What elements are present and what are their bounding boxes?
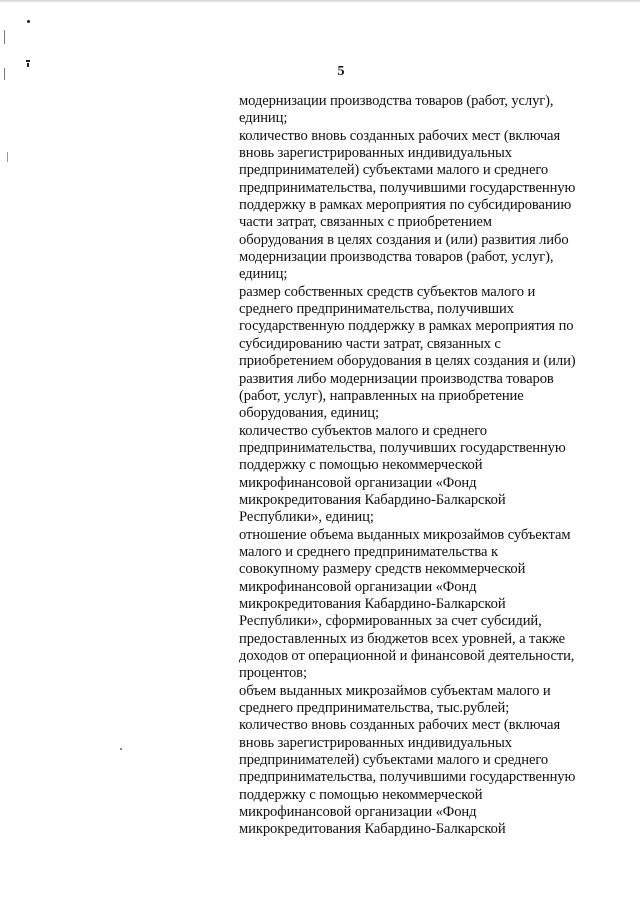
text-line: вновь зарегистрированных индивидуальных — [239, 145, 512, 162]
text-line: предпринимательства, получивших государственную — [239, 439, 566, 456]
body-text — [239, 93, 609, 839]
text-line: микрокредитования Кабардино-Балкарской — [239, 821, 506, 838]
scan-speck — [27, 20, 30, 23]
text-line: процентов; — [239, 665, 307, 682]
text-line: Республики», единиц; — [239, 509, 374, 526]
text-line: среднего предпринимательства, получивших — [239, 301, 514, 318]
text-line: единиц; — [239, 266, 288, 283]
text-line: поддержку с помощью некоммерческой — [239, 457, 483, 474]
text-line: количество вновь созданных рабочих мест (включая — [239, 127, 561, 144]
text-line: микрокредитования Кабардино-Балкарской — [239, 595, 506, 612]
text-line: объем выданных микрозаймов субъектам малого и — [239, 682, 551, 699]
text-line: предпринимателей) субъектами малого и среднего — [239, 752, 549, 769]
text-line: поддержку в рамках мероприятия по субсидированию — [239, 197, 572, 214]
text-line: предоставленных из бюджетов всех уровней, а также — [239, 630, 566, 647]
scan-speck — [120, 748, 122, 750]
text-line: поддержку с помощью некоммерческой — [239, 786, 483, 803]
text-line: субсидированию части затрат, связанных с — [239, 335, 501, 352]
text-line: оборудования в целях создания и (или) развития либо — [239, 231, 569, 248]
text-line: малого и среднего предпринимательства к — [239, 543, 498, 560]
text-line: оборудования, единиц; — [239, 405, 379, 422]
text-line: модернизации производства товаров (работ, услуг), — [239, 249, 554, 266]
text-line: отношение объема выданных микрозаймов субъектам — [239, 526, 571, 543]
text-line: (работ, услуг), направленных на приобретение — [239, 387, 524, 404]
text-line: микрофинансовой организации «Фонд — [239, 578, 477, 595]
text-line: единиц; — [239, 110, 288, 127]
scan-edge-line — [4, 30, 5, 44]
text-line: совокупному размеру средств некоммерческой — [239, 561, 526, 578]
text-line: микрофинансовой организации «Фонд — [239, 804, 477, 821]
text-line: государственную поддержку в рамках мероприятия по — [239, 318, 574, 335]
text-line: предпринимательства, получившими государственную — [239, 769, 576, 786]
text-line: количество вновь созданных рабочих мест (включая — [239, 717, 561, 734]
text-line: микрокредитования Кабардино-Балкарской — [239, 491, 506, 508]
text-line: предпринимательства, получившими государственную — [239, 179, 576, 196]
text-line: предпринимателей) субъектами малого и среднего — [239, 162, 549, 179]
text-line: количество субъектов малого и среднего — [239, 422, 487, 439]
text-line: вновь зарегистрированных индивидуальных — [239, 734, 512, 751]
scan-top-edge — [0, 0, 640, 3]
scan-speck — [26, 60, 30, 62]
text-line: доходов от операционной и финансовой деятельности, — [239, 648, 575, 664]
text-line: модернизации производства товаров (работ, услуг), — [239, 93, 554, 109]
text-line: размер собственных средств субъектов малого и — [239, 283, 536, 300]
text-line: среднего предпринимательства, тыс.рублей; — [239, 700, 510, 717]
page-number: 5 — [337, 64, 345, 79]
text-line: части затрат, связанных с приобретением — [239, 214, 492, 231]
scan-edge-line — [7, 152, 8, 162]
text-line: развития либо модернизации производства товаров — [239, 370, 554, 387]
text-line: Республики», сформированных за счет субсидий, — [239, 613, 542, 630]
text-line: микрофинансовой организации «Фонд — [239, 474, 477, 491]
text-line: приобретением оборудования в целях создания и (или) — [239, 353, 576, 370]
